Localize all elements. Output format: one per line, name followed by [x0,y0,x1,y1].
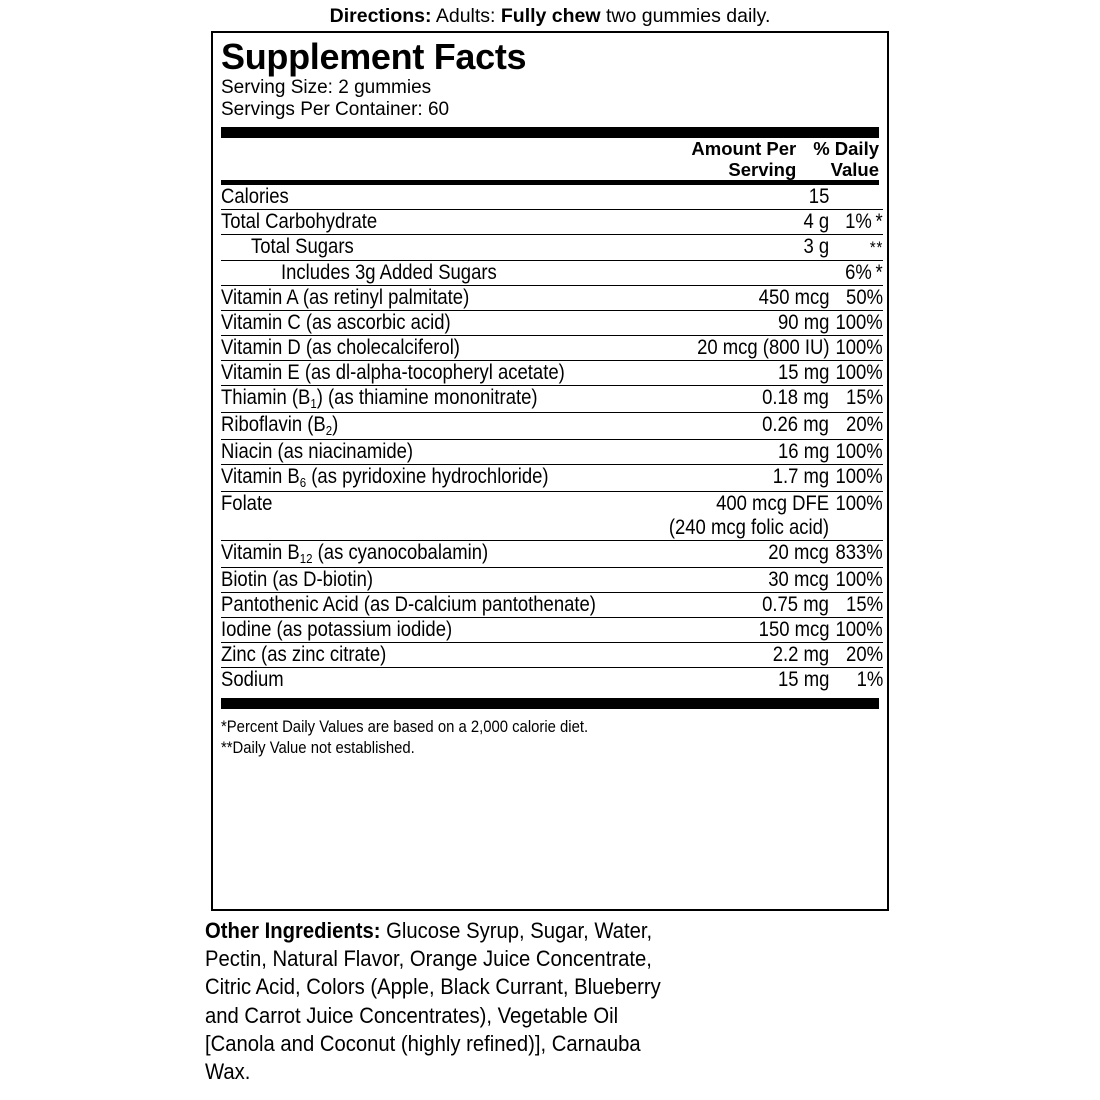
nutrient-name: Biotin (as D-biotin) [221,568,647,593]
other-ingredients-label: Other Ingredients: [205,918,381,943]
nutrient-daily-value: 1% [829,668,883,693]
table-row [221,440,883,465]
table-header-row [221,138,879,180]
nutrient-daily-value: 50% [829,286,883,311]
nutrient-amount: 4 g [647,210,829,235]
header-amount-per-serving [614,138,796,180]
nutrient-amount: 0.26 mg [647,413,829,440]
directions-emphasis: Fully chew [500,5,601,27]
table-row [221,413,883,440]
nutrient-amount: 20 mcg [647,541,829,568]
nutrient-daily-value: 100% [829,618,883,643]
table-row [221,361,883,386]
other-ingredients-text: Glucose Syrup, Sugar, Water, Pectin, Natural Flavor, Orange Juice Concentrate, Citric Acid, Colors (Apple, Black Currant, Blueberry and Carrot Juice Concentrates), Vegetable Oil [Canola and Coconut (highly refined)], Carnauba Wax. [205,918,661,1085]
nutrient-daily-value: 15% [829,386,883,413]
nutrient-daily-value: 100% [829,336,883,361]
table-row [221,261,883,286]
table-row [221,541,883,568]
table-row [221,593,883,618]
table-row [221,336,883,361]
header-amount-line1: Amount Per [691,138,797,159]
footnote-dv-not-established: **Daily Value not established. [221,739,415,757]
nutrient-name: Vitamin D (as cholecalciferol) [221,336,647,361]
nutrient-daily-value: 20% [829,413,883,440]
nutrient-name: Vitamin $B_{12}$ (as cyanocobalamin) [221,541,647,568]
other-ingredients-block [205,917,685,1086]
nutrient-amount: 15 mg [647,668,829,693]
nutrient-name: Calories [221,185,289,208]
nutrient-daily-value: 100% [829,492,883,541]
table-row [221,465,883,492]
nutrient-name: Vitamin A (as retinyl palmitate) [221,286,647,311]
directions-suffix: two gummies daily. [600,5,771,27]
nutrient-daily-value [829,185,883,210]
header-dv-line1: % Daily [813,138,879,159]
nutrient-daily-value: 833% [829,541,883,568]
nutrient-daily-value: 100% [829,311,883,336]
nutrient-daily-value: 100% [829,361,883,386]
footnote-daily-values: *Percent Daily Values are based on a 2,000 calorie diet. [221,718,589,736]
nutrient-name: Sodium [221,668,647,693]
table-row [221,668,883,693]
nutrient-daily-value: 1% * [829,210,883,235]
nutrient-name: Includes 3g Added Sugars [221,261,647,286]
nutrient-amount: 20 mcg (800 IU) [647,336,829,361]
directions-label: Directions: [329,5,432,27]
nutrient-amount: 90 mg [647,311,829,336]
directions-line [0,4,1100,28]
nutrient-name: Niacin (as niacinamide) [221,440,647,465]
nutrient-rows-table [221,185,883,692]
serving-size: Serving Size: 2 gummies [221,77,432,98]
nutrient-amount: 150 mcg [647,618,829,643]
nutrition-table [221,138,879,180]
table-row [221,235,883,261]
nutrient-daily-value: 6% * [829,261,883,286]
nutrient-name: Vitamin E (as dl-alpha-tocopheryl acetate) [221,361,647,386]
nutrient-amount: 15 mg [647,361,829,386]
nutrient-daily-value: 100% [829,465,883,492]
nutrient-amount: 1.7 mg [647,465,829,492]
nutrient-amount: 3 g [647,235,829,261]
rule-thick-top [221,127,879,138]
nutrient-amount: 400 mcg DFE (240 mcg folic acid) [647,492,829,541]
nutrient-amount: 0.75 mg [647,593,829,618]
nutrient-daily-value: 100% [829,568,883,593]
nutrient-amount: 450 mcg [647,286,829,311]
footnotes [221,709,879,759]
table-row [221,492,883,541]
nutrient-amount: 30 mcg [647,568,829,593]
servings-per-container: Servings Per Container: 60 [221,99,450,120]
table-row [221,643,883,668]
directions-prefix: Adults: [431,5,501,27]
nutrient-daily-value: 100% [829,440,883,465]
supplement-facts-panel [211,31,889,911]
header-daily-value [796,138,879,180]
header-amount-line2: Serving [728,159,797,180]
nutrient-name: Zinc (as zinc citrate) [221,643,647,668]
nutrient-name: Total Carbohydrate [221,210,647,235]
nutrient-name: Vitamin C (as ascorbic acid) [221,311,647,336]
header-blank [221,138,614,180]
table-row [221,210,883,235]
nutrient-amount: 0.18 mg [647,386,829,413]
nutrient-amount [647,261,829,286]
header-dv-line2: Value [830,159,879,180]
nutrient-name: Iodine (as potassium iodide) [221,618,647,643]
nutrient-amount: 16 mg [647,440,829,465]
nutrient-daily-value: ** [829,235,883,261]
nutrient-name: Pantothenic Acid (as D-calcium pantothenate) [221,593,647,618]
nutrient-name: Folate [221,492,647,541]
table-row [221,618,883,643]
nutrient-daily-value: 20% [829,643,883,668]
nutrient-name: Riboflavin $(B_2)$ [221,413,647,440]
table-row [221,311,883,336]
rule-thick-bottom [221,698,879,709]
panel-title: Supplement Facts [221,36,527,77]
table-row [221,286,883,311]
table-row [221,185,883,210]
nutrient-amount: 15 [808,185,830,208]
nutrient-name: Thiamin $(B_1)$ (as thiamine mononitrate) [221,386,647,413]
nutrient-name: Total Sugars [221,235,647,261]
table-row [221,386,883,413]
nutrient-daily-value: 15% [829,593,883,618]
nutrient-name: Vitamin $B_6$ (as pyridoxine hydrochloride) [221,465,647,492]
nutrient-amount: 2.2 mg [647,643,829,668]
table-row [221,568,883,593]
